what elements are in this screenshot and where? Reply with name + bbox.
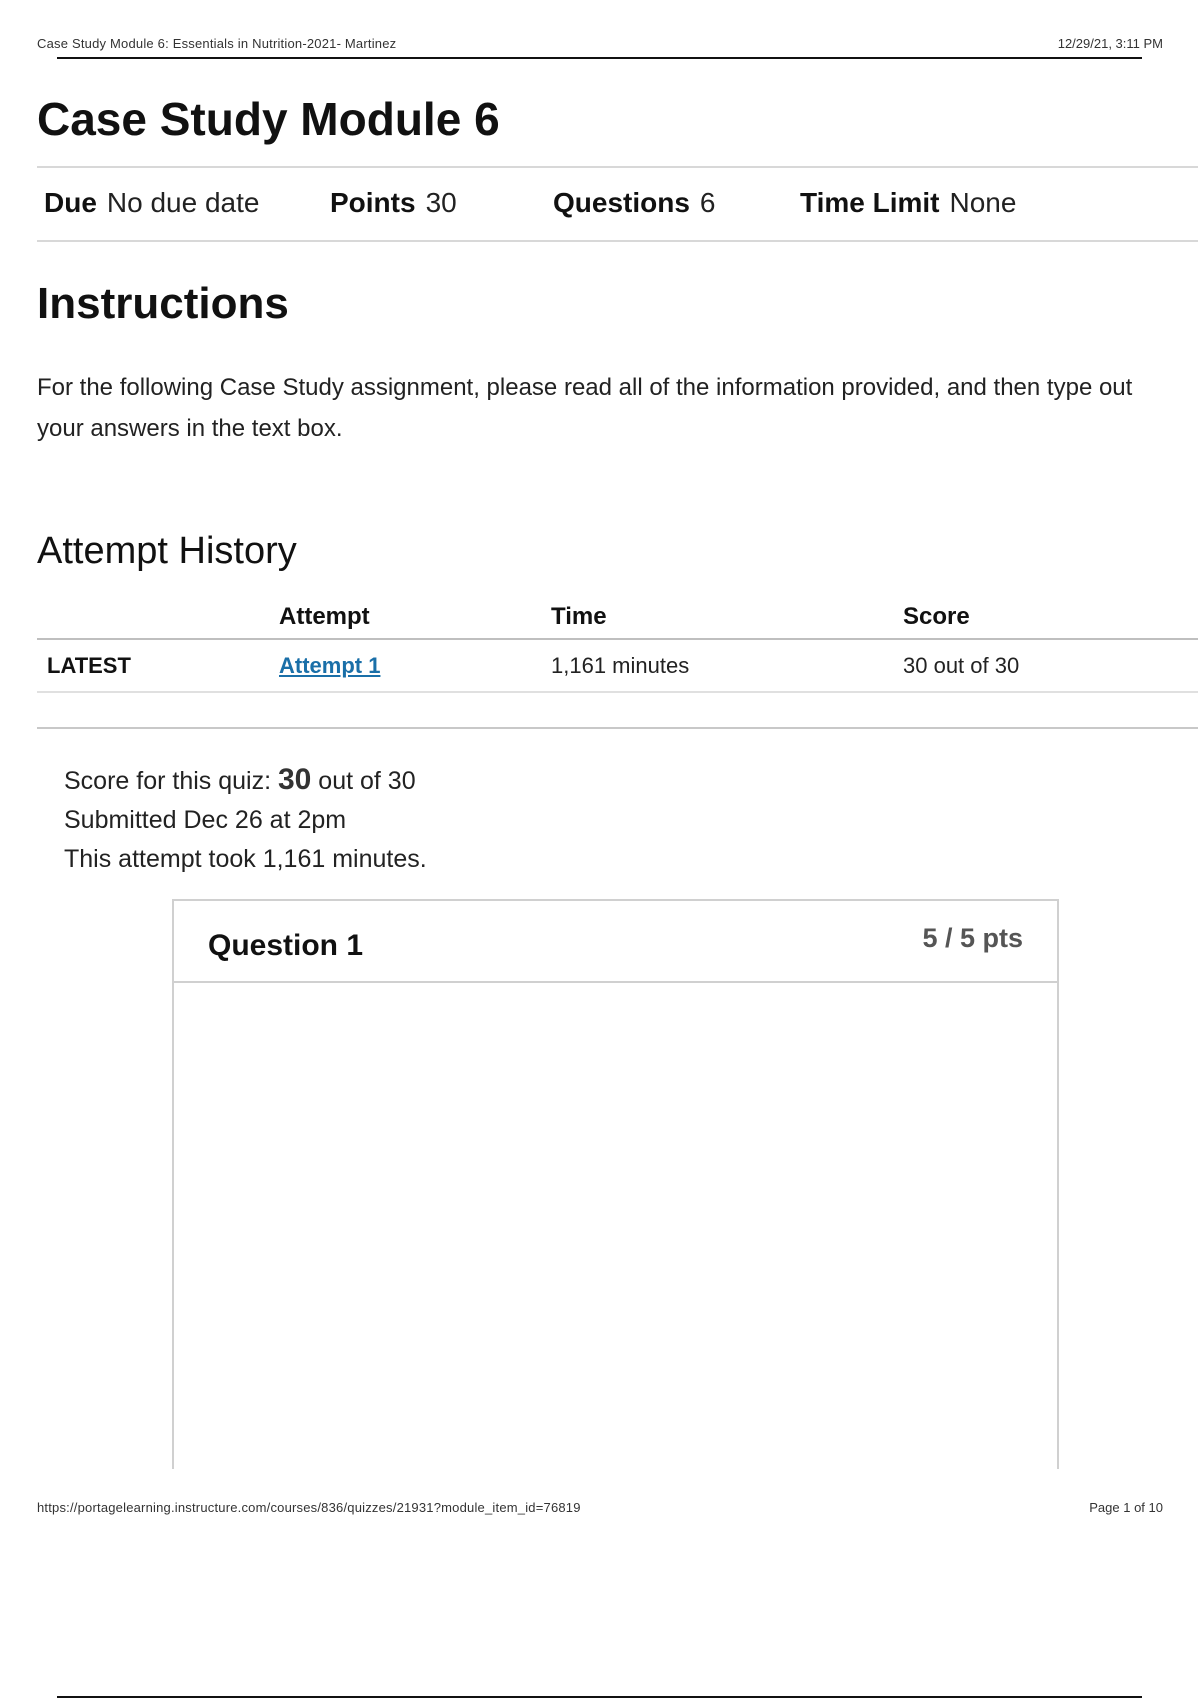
summary-divider: [37, 727, 1198, 729]
meta-due-label: Due: [44, 187, 97, 218]
attempt-table-header-row: [37, 596, 1198, 639]
meta-top-divider: [37, 166, 1198, 168]
meta-due-value: No due date: [106, 187, 260, 218]
print-footer-url: https://portagelearning.instructure.com/courses/836/quizzes/21931?module_item_id=76819: [37, 1500, 581, 1515]
column-header-score: Score: [903, 596, 1198, 639]
column-header-attempt: Attempt: [279, 596, 551, 639]
meta-questions-label: Questions: [553, 187, 690, 218]
header-divider: [57, 57, 1142, 59]
print-footer-page: Page 1 of 10: [1089, 1500, 1163, 1515]
quiz-score-prefix: Score for this quiz:: [64, 767, 278, 795]
print-header-title: Case Study Module 6: Essentials in Nutrition-2021- Martinez: [37, 36, 397, 51]
column-header-tag: [37, 596, 279, 639]
instructions-heading: Instructions: [37, 279, 289, 328]
attempt-tag-latest: LATEST: [37, 639, 279, 692]
quiz-score-value: 30: [277, 763, 312, 796]
column-header-time: Time: [551, 596, 903, 639]
attempt-score: 30 out of 30: [903, 639, 1198, 692]
question-header: [174, 901, 1057, 983]
meta-due: [44, 187, 259, 219]
print-header: [37, 36, 1163, 58]
meta-questions: [553, 187, 716, 219]
meta-points-value: 30: [425, 187, 457, 218]
page-title: Case Study Module 6: [37, 93, 500, 145]
print-header-timestamp: 12/29/21, 3:11 PM: [1057, 36, 1163, 51]
instructions-text: For the following Case Study assignment, please read all of the information provided, and then type out your answers in the text box.: [37, 374, 1133, 442]
question-title: Question 1: [208, 929, 364, 962]
score-summary: [64, 760, 427, 879]
table-row: [37, 639, 1198, 692]
attempt-history-heading: Attempt History: [37, 530, 297, 572]
attempt-cell: [279, 639, 551, 692]
meta-points: [330, 187, 457, 219]
attempt-1-link[interactable]: Attempt 1: [279, 652, 381, 678]
question-card: [172, 899, 1059, 1469]
meta-time-limit-value: None: [949, 187, 1017, 218]
footer-divider: [57, 1696, 1142, 1698]
duration-line: This attempt took 1,161 minutes.: [64, 845, 427, 873]
meta-time-limit-label: Time Limit: [800, 187, 940, 218]
meta-points-label: Points: [330, 187, 416, 218]
meta-bottom-divider: [37, 240, 1198, 242]
meta-time-limit: [800, 187, 1016, 219]
quiz-score-suffix: out of 30: [311, 767, 416, 795]
attempt-history-table: [37, 596, 1198, 693]
quiz-score-line: [64, 760, 427, 801]
submitted-line: Submitted Dec 26 at 2pm: [64, 806, 347, 834]
attempt-time: 1,161 minutes: [551, 639, 903, 692]
question-points: 5 / 5 pts: [922, 923, 1023, 953]
meta-questions-value: 6: [699, 187, 716, 218]
